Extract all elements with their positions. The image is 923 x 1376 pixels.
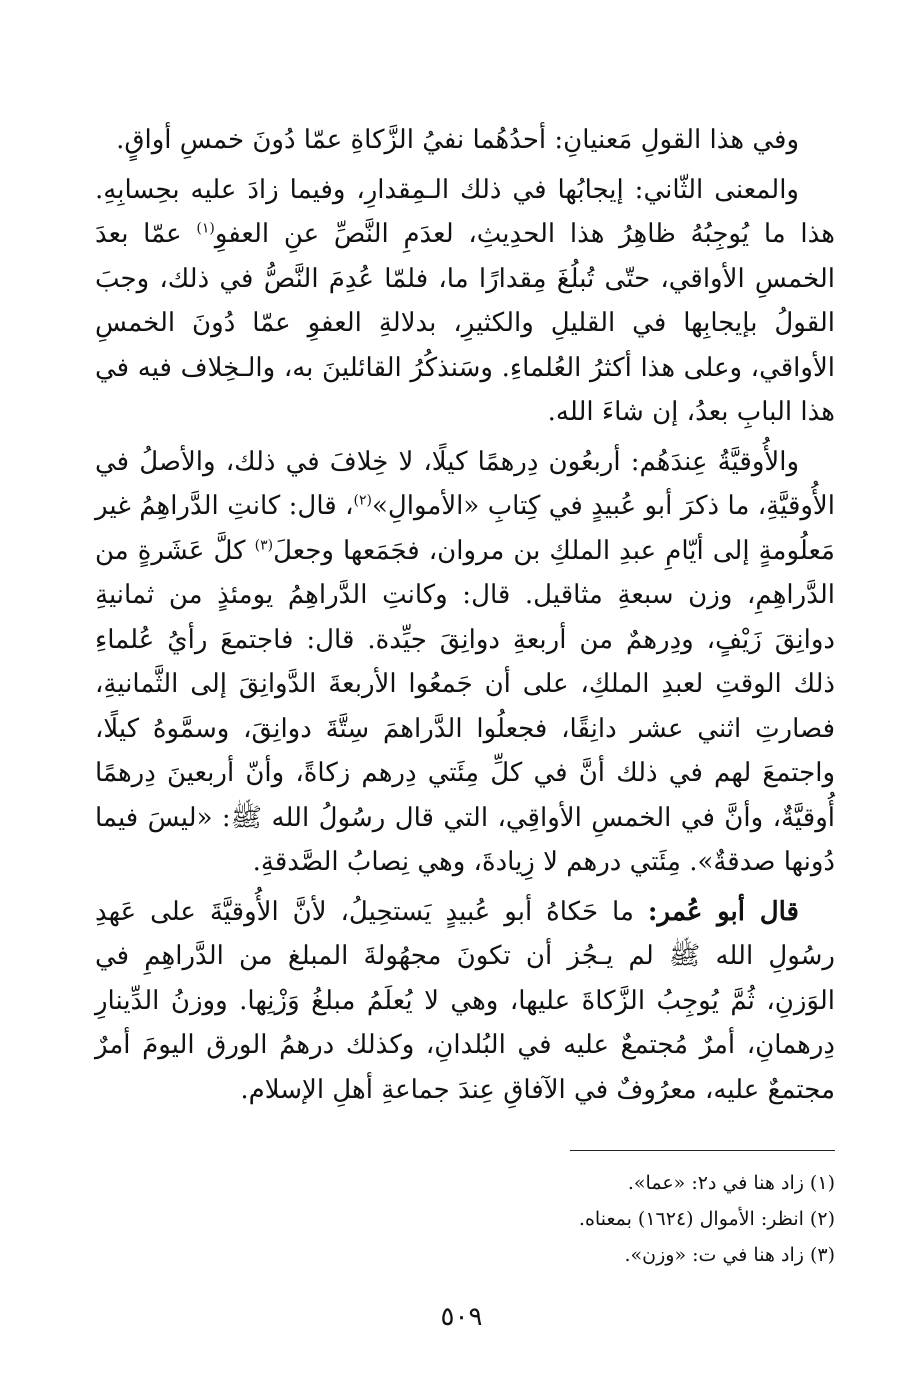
paragraph-4 <box>95 890 835 1113</box>
footnote-ref-2: (٢) <box>353 492 372 509</box>
paragraph-4-lead: قال أبو عُمر: <box>647 896 799 927</box>
footnote-divider <box>570 1150 835 1151</box>
footnote-2: (٢) انظر: الأموال (١٦٢٤) بمعناه. <box>578 1208 835 1230</box>
paragraph-3-text-a: والأُوقيَّةُ عِندَهُم: أربعُون دِرهمًا كيلًا، لا خِلافَ في ذلك، والأصلُ في الأُوقيَّةِ، ما ذكرَ أبو عُبيدٍ في كِتابِ «الأموالِ» <box>95 446 835 521</box>
footnote-3: (٣) زاد هنا في ت: «وزن». <box>624 1244 835 1266</box>
paragraph-2-text-a: والمعنى الثّاني: إيجابُها في ذلك الـمِقدارِ، وفيما زادَ عليه بحِسابِهِ. هذا ما يُوجِبُهُ ظاهِرُ هذا الحدِيثِ، لعدَمِ النَّصِّ عنِ العفوِ <box>95 174 835 249</box>
paragraph-3-text-c: كلَّ عَشَرةٍ من الدَّراهِمِ، وزن سبعةِ مثاقيل. قال: وكانتِ الدَّراهِمُ يومئذٍ من ثمانيةِ دوانِقَ زَيْفٍ، ودِرهمٌ من أربعةِ دوانِقَ جيِّدة. قال: فاجتمعَ رأيُ عُلماءِ ذلك الوقتِ لعبدِ الملكِ، على أن جَمعُوا الأربعةَ الدَّوانِقَ إلى الثَّمانيةِ، فصارتِ اثني عشر دانِقًا، فجعلُوا الدَّراهمَ سِتَّةَ دوانِقَ، وسمَّوهُ كيلًا، واجتمعَ لهم في ذلك أنَّ في كلِّ مِئَتي دِرهم زكاةً، وأنّ أربعينَ دِرهمًا أُوقيَّةٌ، وأنَّ في الخمسِ الأواقِي، التي قال رسُولُ الله ﷺ: «ليسَ فيما دُونها صدقةٌ». مِئَتي درهم لا زِيادةَ، وهي نِصابُ الصَّدقةِ. <box>95 535 835 877</box>
paragraph-3-text-b: ، قال: كانتِ الدَّراهِمُ غير مَعلُومةٍ إلى أيّامِ عبدِ الملكِ بن مروان، فجَمَعها وجعلَ <box>95 491 835 566</box>
paragraph-2-text-b: عمّا بعدَ الخمسِ الأواقي، حتّى تُبلُغَ مِقدارًا ما، فلمّا عُدِمَ النَّصُّ في ذلك، وجبَ القولُ بإيجابِها في القليلِ والكثيرِ، بدلالةِ العفوِ عمّا دُونَ الخمسِ الأواقي، وعلى هذا أكثرُ العُلماءِ. وسَنذكُرُ القائلينَ به، والـخِلاف فيه في هذا البابِ بعدُ، إن شاءَ الله. <box>95 219 835 427</box>
paragraph-4-text: ما حَكاهُ أبو عُبيدٍ يَستحِيلُ، لأنَّ الأُوقيَّةَ على عَهدِ رسُولِ الله ﷺ لم يـجُز أن تكونَ مجهُولةَ المبلغ من الدَّراهِمِ في الوَزنِ، ثُمَّ يُوجِبُ الزَّكاةَ عليها، وهي لا يُعلَمُ مبلغُ وَزْنِها. ووزنُ الدِّينارِ دِرهمانِ، أمرٌ مُجتمعٌ عليه في البُلدانِ، وكذلك درهمُ الورق اليومَ أمرٌ مجتمعٌ عليه، معرُوفٌ في الآفاقِ عِندَ جماعةِ أهلِ الإسلام. <box>95 896 835 1105</box>
footnotes-section <box>95 1150 835 1273</box>
footnote-ref-3: (٣) <box>254 536 274 553</box>
footnote-ref-1: (١) <box>196 220 215 237</box>
paragraph-3 <box>95 440 835 885</box>
page-number: ٥٠٩ <box>440 1302 483 1332</box>
paragraph-2 <box>95 168 835 435</box>
footnote-1: (١) زاد هنا في د٢: «عما». <box>627 1172 835 1194</box>
paragraph-1-text: وفي هذا القولِ مَعنيانِ: أحدُهُما نفيُ الزَّكاةِ عمّا دُونَ خمسِ أواقٍ. <box>116 125 799 155</box>
main-text <box>95 118 835 1117</box>
paragraph-1 <box>95 118 835 163</box>
